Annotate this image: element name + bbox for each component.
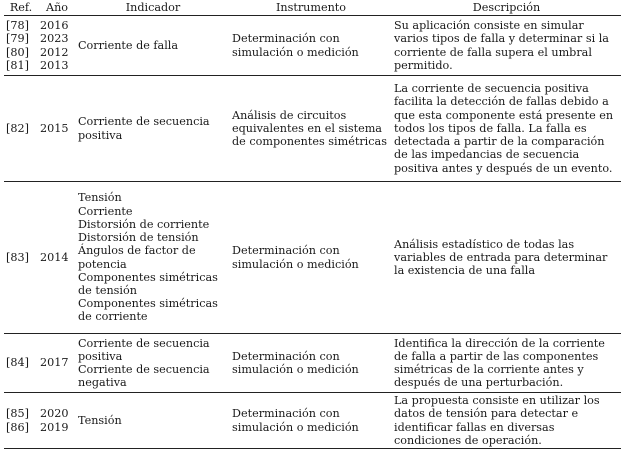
ref-label: [82]: [6, 121, 29, 135]
indicator-cell: [76, 182, 230, 334]
references-table: [4, 0, 621, 449]
table-row: [4, 76, 621, 182]
indicator-item: Corriente: [78, 204, 133, 218]
year-cell: [38, 182, 76, 334]
ref-label: [84]: [6, 356, 29, 370]
ref-cell: [4, 16, 38, 76]
description-cell: Su aplicación consiste en simular varios tipos de falla y determinar si la corriente de falla supera el umbral permitido.: [392, 16, 621, 76]
table-row: [4, 182, 621, 334]
header-ref: Ref.: [4, 0, 38, 16]
year-label: 2019: [40, 420, 69, 434]
description-cell: Análisis estadístico de todas las variables de entrada para determinar la existencia de una falla: [392, 182, 621, 334]
year-label: 2017: [40, 356, 69, 370]
indicator-item: Tensión: [78, 413, 122, 427]
indicator-item: Ángulos de factor de potencia: [78, 244, 196, 271]
indicator-cell: [76, 76, 230, 182]
year-cell: [38, 16, 76, 76]
indicator-cell: [76, 334, 230, 393]
ref-label: [79]: [6, 32, 29, 46]
instrument-cell: Análisis de circuitos equivalentes en el sistema de componentes simétricas: [230, 76, 392, 182]
indicator-item: Corriente de secuencia negativa: [78, 363, 210, 390]
year-label: 2014: [40, 250, 69, 264]
instrument-cell: Determinación con simulación o medición: [230, 182, 392, 334]
ref-label: [86]: [6, 420, 29, 434]
indicator-item: Distorsión de tensión: [78, 231, 199, 245]
year-cell: [38, 334, 76, 393]
ref-label: [81]: [6, 58, 29, 72]
header-year: Año: [38, 0, 76, 16]
ref-label: [83]: [6, 250, 29, 264]
ref-label: [78]: [6, 19, 29, 33]
description-cell: La propuesta consiste en utilizar los datos de tensión para detectar e identificar fallas en diversas condiciones de operación.: [392, 393, 621, 449]
year-label: 2016: [40, 19, 69, 33]
instrument-cell: Determinación con simulación o medición: [230, 393, 392, 449]
indicator-cell: [76, 393, 230, 449]
year-label: 2013: [40, 58, 69, 72]
year-cell: [38, 393, 76, 449]
year-label: 2015: [40, 121, 69, 135]
indicator-item: Componentes simétricas de tensión: [78, 270, 218, 297]
indicator-item: Corriente de secuencia positiva: [78, 115, 210, 142]
table-header-row: [4, 0, 621, 16]
ref-cell: [4, 182, 38, 334]
ref-label: [80]: [6, 45, 29, 59]
indicator-item: Corriente de secuencia positiva: [78, 336, 210, 363]
table-row: [4, 16, 621, 76]
header-description: Descripción: [392, 0, 621, 16]
ref-cell: [4, 393, 38, 449]
indicator-item: Tensión: [78, 191, 122, 205]
indicator-item: Corriente de falla: [78, 38, 179, 52]
description-cell: Identifica la dirección de la corriente de falla a partir de las componentes simétricas de la corriente antes y después de una perturbación.: [392, 334, 621, 393]
year-label: 2023: [40, 32, 69, 46]
indicator-item: Distorsión de corriente: [78, 217, 210, 231]
instrument-cell: Determinación con simulación o medición: [230, 16, 392, 76]
indicator-item: Componentes simétricas de corriente: [78, 297, 218, 324]
ref-cell: [4, 334, 38, 393]
description-cell: La corriente de secuencia positiva facilita la detección de fallas debido a que esta componente está presente en todos los tipos de falla. La falla es detectada a partir de la comparación de las impedancias de secuencia positiva antes y después de un evento.: [392, 76, 621, 182]
table-row: [4, 393, 621, 449]
indicator-cell: [76, 16, 230, 76]
year-label: 2020: [40, 407, 69, 421]
year-cell: [38, 76, 76, 182]
header-indicator: Indicador: [76, 0, 230, 16]
ref-cell: [4, 76, 38, 182]
header-instrument: Instrumento: [230, 0, 392, 16]
instrument-cell: Determinación con simulación o medición: [230, 334, 392, 393]
year-label: 2012: [40, 45, 69, 59]
ref-label: [85]: [6, 407, 29, 421]
table-row: [4, 334, 621, 393]
